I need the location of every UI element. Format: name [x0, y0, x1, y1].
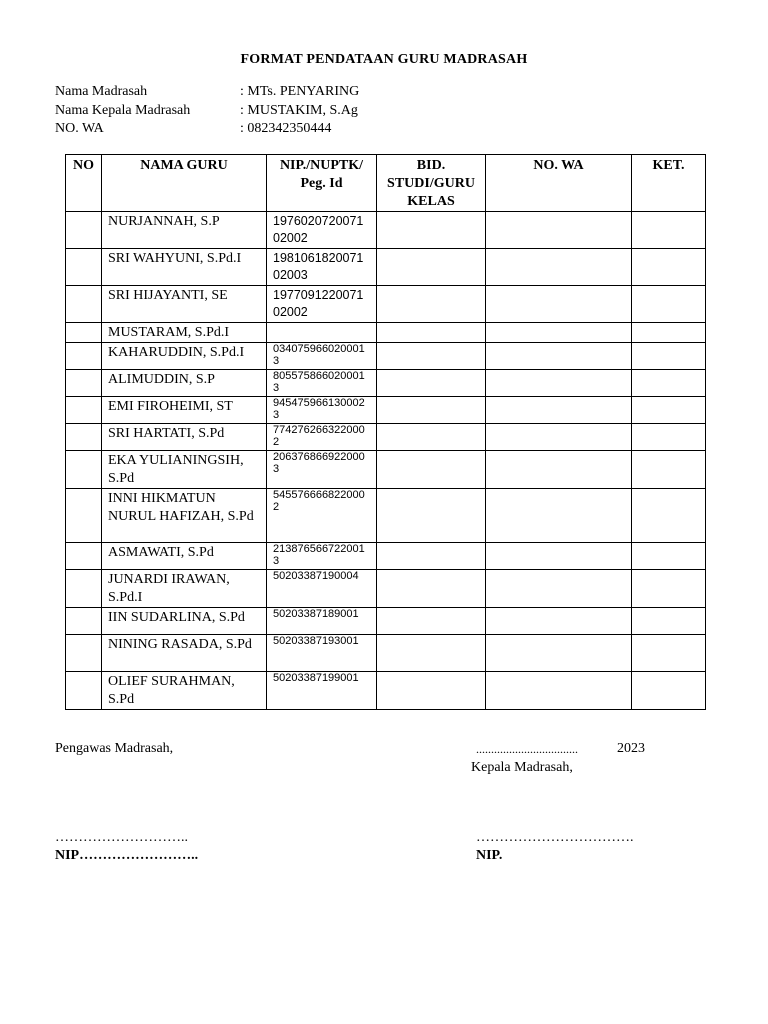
cell-no — [66, 635, 102, 672]
cell-no-wa — [486, 343, 632, 370]
table-row — [66, 451, 706, 489]
cell-bidang-studi — [377, 424, 486, 451]
cell-no — [66, 543, 102, 570]
cell-no — [66, 212, 102, 249]
cell-nama-guru: INNI HIKMATUN NURUL HAFIZAH, S.Pd — [102, 489, 267, 543]
cell-nip — [267, 451, 377, 489]
cell-no — [66, 343, 102, 370]
cell-nip — [267, 424, 377, 451]
cell-bidang-studi — [377, 249, 486, 286]
cell-nip — [267, 635, 377, 672]
cell-nama-guru: MUSTARAM, S.Pd.I — [102, 323, 267, 343]
cell-bidang-studi — [377, 543, 486, 570]
cell-nip — [267, 370, 377, 397]
cell-nip — [267, 249, 377, 286]
table-row — [66, 635, 706, 672]
cell-no-wa — [486, 570, 632, 608]
cell-nip — [267, 343, 377, 370]
cell-ket — [632, 212, 706, 249]
cell-ket — [632, 370, 706, 397]
cell-ket — [632, 543, 706, 570]
header-no-wa: NO. WA — [486, 155, 632, 212]
table-row — [66, 672, 706, 710]
cell-nama-guru: ASMAWATI, S.Pd — [102, 543, 267, 570]
cell-bidang-studi — [377, 451, 486, 489]
cell-bidang-studi — [377, 672, 486, 710]
cell-no — [66, 608, 102, 635]
cell-no — [66, 286, 102, 323]
madrasah-info — [55, 83, 359, 139]
cell-bidang-studi — [377, 370, 486, 397]
cell-no — [66, 424, 102, 451]
cell-nip — [267, 672, 377, 710]
teacher-table — [65, 154, 706, 710]
cell-nama-guru: SRI HIJAYANTI, SE — [102, 286, 267, 323]
info-value: : MUSTAKIM, S.Ag — [240, 102, 358, 118]
header-nip-line: Peg. Id — [300, 176, 343, 191]
pengawas-title: Pengawas Madrasah, — [55, 741, 174, 756]
cell-bidang-studi — [377, 489, 486, 543]
cell-no — [66, 249, 102, 286]
table-row — [66, 212, 706, 249]
nip-value: 2063768669220003 — [273, 451, 365, 475]
table-row — [66, 323, 706, 343]
cell-ket — [632, 608, 706, 635]
cell-ket — [632, 570, 706, 608]
nip-value: 5455766668220002 — [273, 489, 365, 513]
cell-no-wa — [486, 672, 632, 710]
info-row-no-wa — [55, 120, 359, 139]
table-row — [66, 570, 706, 608]
nip-value: 50203387199001 — [273, 672, 359, 684]
table-row — [66, 249, 706, 286]
cell-ket — [632, 451, 706, 489]
cell-nama-guru: EMI FIROHEIMI, ST — [102, 397, 267, 424]
cell-nip — [267, 608, 377, 635]
cell-ket — [632, 286, 706, 323]
cell-nama-guru: NURJANNAH, S.P — [102, 212, 267, 249]
cell-no-wa — [486, 424, 632, 451]
header-bid-line: BID. — [416, 158, 446, 173]
cell-no — [66, 489, 102, 543]
table-header-row — [66, 155, 706, 212]
cell-no-wa — [486, 451, 632, 489]
info-row-nama-madrasah — [55, 83, 359, 102]
cell-ket — [632, 249, 706, 286]
nip-value: 2138765667220013 — [273, 543, 365, 567]
table-row — [66, 424, 706, 451]
cell-no-wa — [486, 397, 632, 424]
header-bid-line: KELAS — [407, 194, 455, 209]
cell-bidang-studi — [377, 635, 486, 672]
cell-no — [66, 397, 102, 424]
info-value: : 082342350444 — [240, 121, 332, 136]
cell-bidang-studi — [377, 323, 486, 343]
cell-no-wa — [486, 212, 632, 249]
cell-nip — [267, 543, 377, 570]
info-label: NO. WA — [55, 121, 104, 136]
cell-ket — [632, 424, 706, 451]
cell-ket — [632, 323, 706, 343]
cell-nip — [267, 570, 377, 608]
nip-value: 7742762663220002 — [273, 424, 365, 448]
cell-nama-guru: IIN SUDARLINA, S.Pd — [102, 608, 267, 635]
cell-nip — [267, 212, 377, 249]
cell-no-wa — [486, 323, 632, 343]
date-year: 2023 — [617, 741, 645, 756]
cell-bidang-studi — [377, 570, 486, 608]
cell-nama-guru: ALIMUDDIN, S.P — [102, 370, 267, 397]
cell-no — [66, 451, 102, 489]
cell-nama-guru: KAHARUDDIN, S.Pd.I — [102, 343, 267, 370]
cell-ket — [632, 343, 706, 370]
cell-nama-guru: SRI WAHYUNI, S.Pd.I — [102, 249, 267, 286]
table-row — [66, 608, 706, 635]
header-bidang-studi — [377, 155, 486, 212]
cell-no — [66, 570, 102, 608]
table-row — [66, 370, 706, 397]
cell-nama-guru: OLIEF SURAHMAN, S.Pd — [102, 672, 267, 710]
nip-value: 9454759661300023 — [273, 397, 365, 421]
cell-ket — [632, 672, 706, 710]
cell-no-wa — [486, 543, 632, 570]
table-row — [66, 343, 706, 370]
cell-no-wa — [486, 286, 632, 323]
header-nip-line: NIP./NUPTK/ — [279, 158, 364, 173]
table-row — [66, 543, 706, 570]
pengawas-nip: NIP…………………….. — [55, 848, 199, 863]
info-label: Nama Kepala Madrasah — [55, 102, 191, 118]
info-row-kepala-madrasah — [55, 102, 359, 121]
cell-ket — [632, 489, 706, 543]
nip-value: 50203387193001 — [273, 635, 359, 647]
header-ket: KET. — [632, 155, 706, 212]
cell-bidang-studi — [377, 397, 486, 424]
nip-value: 197602072007102002 — [273, 214, 364, 245]
cell-bidang-studi — [377, 343, 486, 370]
table-row — [66, 489, 706, 543]
kepala-name-line: ……………………………. — [476, 830, 634, 845]
pengawas-name-line: ……………………….. — [55, 830, 188, 845]
cell-bidang-studi — [377, 608, 486, 635]
cell-no-wa — [486, 608, 632, 635]
kepala-title: Kepala Madrasah, — [471, 760, 573, 775]
cell-nama-guru: NINING RASADA, S.Pd — [102, 635, 267, 672]
cell-no — [66, 672, 102, 710]
cell-nama-guru: SRI HARTATI, S.Pd — [102, 424, 267, 451]
info-value: : MTs. PENYARING — [240, 84, 360, 99]
nip-value: 50203387189001 — [273, 608, 359, 620]
table-row — [66, 286, 706, 323]
header-nama-guru: NAMA GURU — [102, 155, 267, 212]
document-title: FORMAT PENDATAAN GURU MADRASAH — [240, 52, 528, 67]
cell-bidang-studi — [377, 286, 486, 323]
nip-value: 0340759660200013 — [273, 343, 365, 367]
cell-no — [66, 370, 102, 397]
info-label: Nama Madrasah — [55, 84, 148, 99]
cell-ket — [632, 635, 706, 672]
cell-no-wa — [486, 489, 632, 543]
cell-nip — [267, 489, 377, 543]
kepala-nip: NIP. — [476, 848, 503, 863]
nip-value: 8055758660200013 — [273, 370, 365, 394]
cell-nama-guru: JUNARDI IRAWAN, S.Pd.I — [102, 570, 267, 608]
cell-no-wa — [486, 635, 632, 672]
nip-value: 198106182007102003 — [273, 251, 364, 282]
nip-value: 197709122007102002 — [273, 288, 364, 319]
header-nip — [267, 155, 377, 212]
cell-nip — [267, 323, 377, 343]
header-no: NO — [66, 155, 102, 212]
date-dots: .................................. — [476, 742, 578, 756]
nip-value: 50203387190004 — [273, 570, 359, 582]
cell-no — [66, 323, 102, 343]
cell-nama-guru: EKA YULIANINGSIH, S.Pd — [102, 451, 267, 489]
cell-ket — [632, 397, 706, 424]
cell-no-wa — [486, 370, 632, 397]
table-row — [66, 397, 706, 424]
header-bid-line: STUDI/GURU — [387, 176, 475, 191]
cell-nip — [267, 397, 377, 424]
cell-bidang-studi — [377, 212, 486, 249]
cell-no-wa — [486, 249, 632, 286]
cell-nip — [267, 286, 377, 323]
